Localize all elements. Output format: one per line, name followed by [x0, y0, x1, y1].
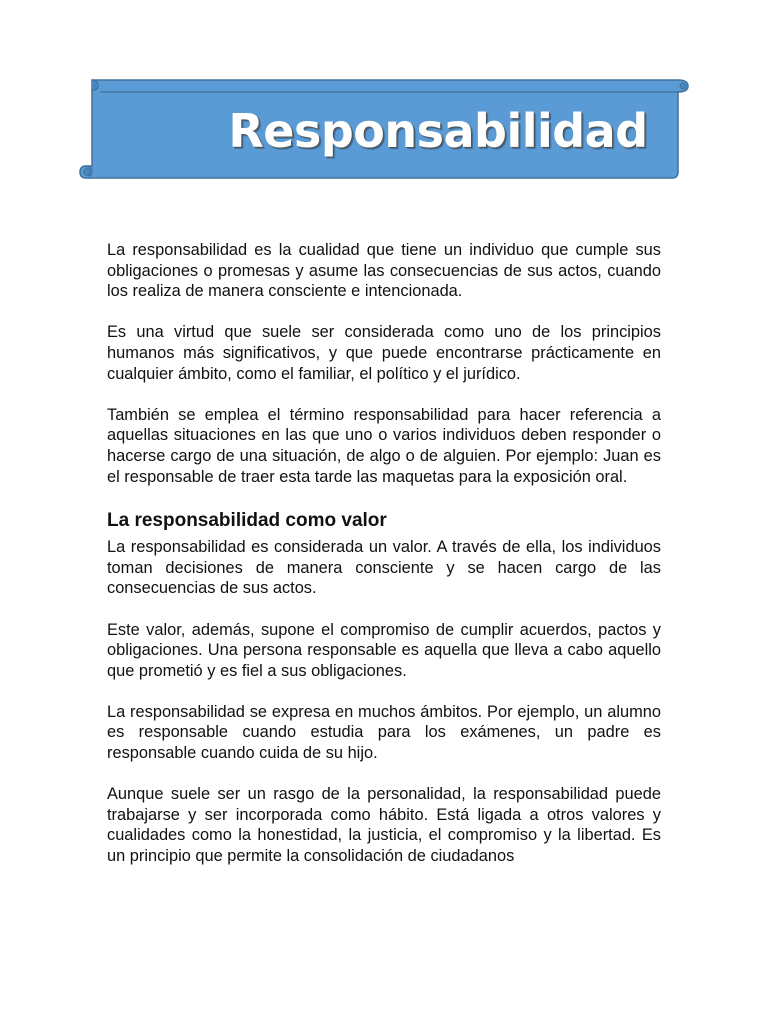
- paragraph: Este valor, además, supone el compromiso de cumplir acuerdos, pactos y obligaciones. Una persona responsable es aquella que lleva a cabo aquello que prometió y es fiel a sus obligaciones.: [107, 620, 661, 680]
- paragraph: Aunque suele ser un rasgo de la personalidad, la responsabilidad puede trabajarse y ser incorporada como hábito. Está ligada a otros valores y cualidades como la honestidad, la justicia, el compromiso y la libertad. Es un principio que permite la consolidación de ciudadanos: [107, 785, 661, 866]
- document-body: [107, 240, 661, 867]
- paragraph: Es una virtud que suele ser considerada como uno de los principios humanos más significativos, y que puede encontrarse prácticamente en cualquier ámbito, como el familiar, el político y el jurídico.: [107, 323, 661, 383]
- paragraph: También se emplea el término responsabilidad para hacer referencia a aquellas situaciones en las que uno o varios individuos deben responder o hacerse cargo de una situación, de algo o de alguien. Por ejemplo: Juan es el responsable de traer esta tarde las maquetas para la exposición oral.: [107, 405, 661, 486]
- title-banner: [78, 76, 692, 182]
- page-title: Responsabilidad: [228, 104, 648, 158]
- paragraph: La responsabilidad se expresa en muchos ámbitos. Por ejemplo, un alumno es responsable cuando estudia para los exámenes, un padre es responsable cuando cuida de su hijo.: [107, 702, 661, 763]
- paragraph: La responsabilidad es la cualidad que tiene un individuo que cumple sus obligaciones o promesas y asume las consecuencias de sus actos, cuando los realiza de manera consciente e intencionada.: [107, 241, 661, 301]
- section-heading: La responsabilidad como valor: [107, 510, 387, 532]
- paragraph: La responsabilidad es considerada un valor. A través de ella, los individuos toman decisiones de manera consciente y se hacen cargo de las consecuencias de sus actos.: [107, 538, 661, 598]
